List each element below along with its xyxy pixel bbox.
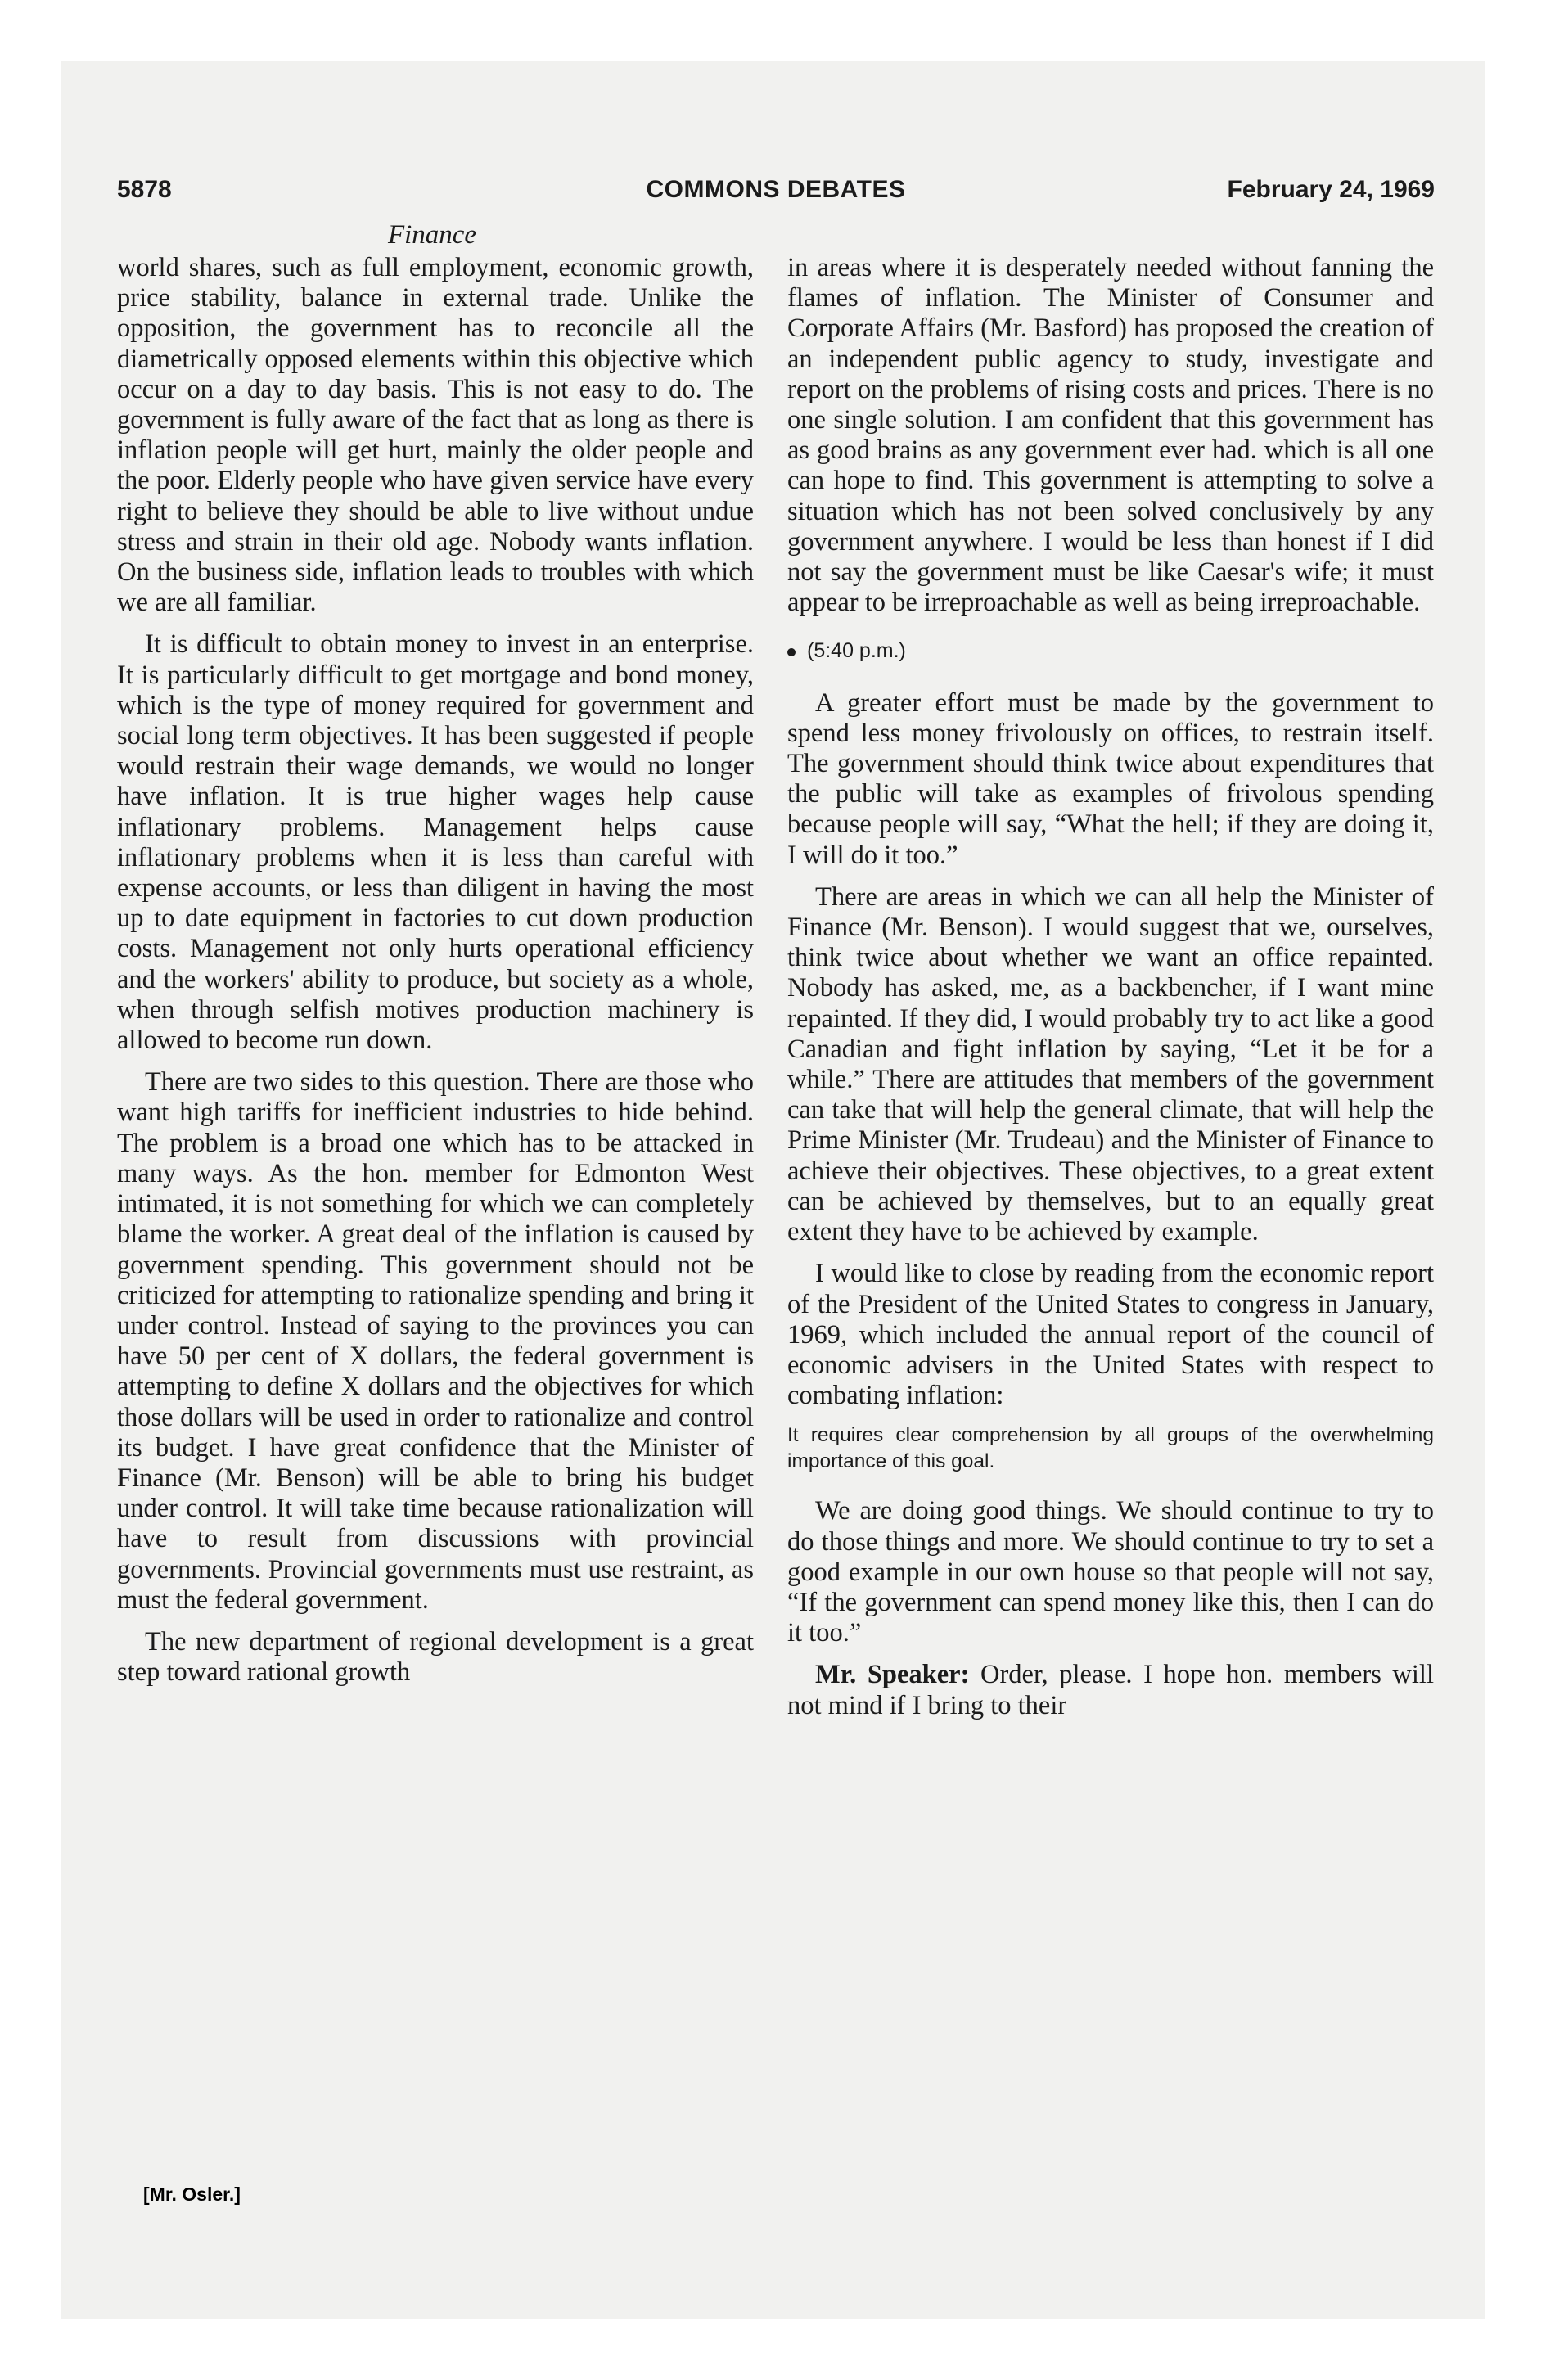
paragraph: We are doing good things. We should continue to try to do those things and more. We should continue to try to set a good example in our own house so that people will not say, “If the government can spend money like this, then I can do it too.” <box>787 1496 1434 1648</box>
paragraph: A greater effort must be made by the government to spend less money frivolously on offices, to restrain itself. The government should think twice about expenditures that the public will take as examples of frivolous spending because people will say, “What the hell; if they are doing it, I will do it too.” <box>787 687 1434 870</box>
paragraph: world shares, such as full employment, economic growth, price stability, balance in external trade. Unlike the opposition, the government has to reconcile all the diametrically opposed elements within this objective which occur on a day to day basis. This is not easy to do. The government is fully aware of the fact that as long as there is inflation people will get hurt, mainly the older people and the poor. Elderly people who have given service have every right to believe they should be able to live without undue stress and strain in their old age. Nobody wants inflation. On the business side, inflation leads to troubles with which we are all familiar. <box>117 253 754 618</box>
speaker-text: Order, please. I hope hon. members will not mind if I bring to their <box>787 1660 1434 1720</box>
block-quote: It requires clear comprehension by all groups of the overwhelming importance of this goal. <box>787 1424 1434 1473</box>
speaker-paragraph <box>787 1660 1434 1720</box>
paragraph: There are two sides to this question. There are those who want high tariffs for inefficient industries to hide behind. The problem is a broad one which has to be attacked in many ways. As the hon. member for Edmonton West intimated, it is not something for which we can completely blame the worker. A great deal of the inflation is caused by government spending. This government should not be criticized for attempting to rationalize spending and bring it under control. Instead of saying to the provinces you can have 50 per cent of X dollars, the federal government is attempting to define X dollars and the objectives for which those dollars will be used in order to rationalize and control its budget. I have great confidence that the Minister of Finance (Mr. Benson) will be able to bring his budget under control. It will take time because rationalization will have to result from discussions with provincial governments. Provincial governments must use restraint, as must the federal government. <box>117 1067 754 1615</box>
paragraph: in areas where it is desperately needed without fanning the flames of inflation. The Minister of Consumer and Corporate Affairs (Mr. Basford) has proposed the creation of an independent public agency to study, investigate and report on the problems of rising costs and prices. There is no one single solution. I am confident that this government has as good brains as any government ever had. which is all one can hope to find. This government is attempting to solve a situation which has not been solved conclusively by any government anywhere. I would be less than honest if I did not say the government must be like Caesar's wife; it must appear to be irreproachable as well as being irreproachable. <box>787 253 1434 618</box>
paragraph: It is difficult to obtain money to invest in an enterprise. It is particularly difficult to get mortgage and bond money, which is the type of money required for government and social long term objectives. It has been suggested if people would restrain their wage demands, we would no longer have inflation. It is true higher wages help cause inflationary problems. Management helps cause inflationary problems when it is less than careful with expense accounts, or less than diligent in having the most up to date equipment in factories to cut down production costs. Management not only hurts operational efficiency and the workers' ability to produce, but society as a whole, when through selfish motives production machinery is allowed to become run down. <box>117 629 754 1056</box>
paragraph: There are areas in which we can all help the Minister of Finance (Mr. Benson). I would suggest that we, ourselves, think twice about whether we want an office repainted. Nobody has asked, me, as a backbencher, if I want mine repainted. If they did, I would probably try to act like a good Canadian and fight inflation by saying, “Let it be for a while.” There are attitudes that members of the government can take that will help the general climate, that will help the Prime Minister (Mr. Trudeau) and the Minister of Finance to achieve their objectives. These objectives, to a great extent can be achieved by themselves, but to an equally great extent they have to be achieved by example. <box>787 881 1434 1247</box>
time-stamp-text: (5:40 p.m.) <box>807 639 906 663</box>
paragraph: The new department of regional development is a great step toward rational growth <box>117 1626 754 1688</box>
paragraph: I would like to close by reading from the economic report of the President of the United States to congress in January, 1969, which included the annual report of the council of economic advisers in the United States with respect to combating inflation: <box>787 1259 1434 1411</box>
speaker-label: Mr. Speaker: <box>815 1660 970 1690</box>
section-title: Finance <box>387 220 477 250</box>
journal-title: COMMONS DEBATES <box>646 176 906 203</box>
speaker-tag: [Mr. Osler.] <box>143 2184 241 2205</box>
scanned-sheet <box>61 61 1485 2319</box>
time-stamp <box>787 636 1434 666</box>
running-head <box>117 176 1435 212</box>
right-column <box>787 253 1434 1733</box>
bullet-icon <box>787 648 796 656</box>
left-column <box>117 253 754 1699</box>
page-number: 5878 <box>117 176 172 203</box>
page-date: February 24, 1969 <box>1227 176 1435 203</box>
